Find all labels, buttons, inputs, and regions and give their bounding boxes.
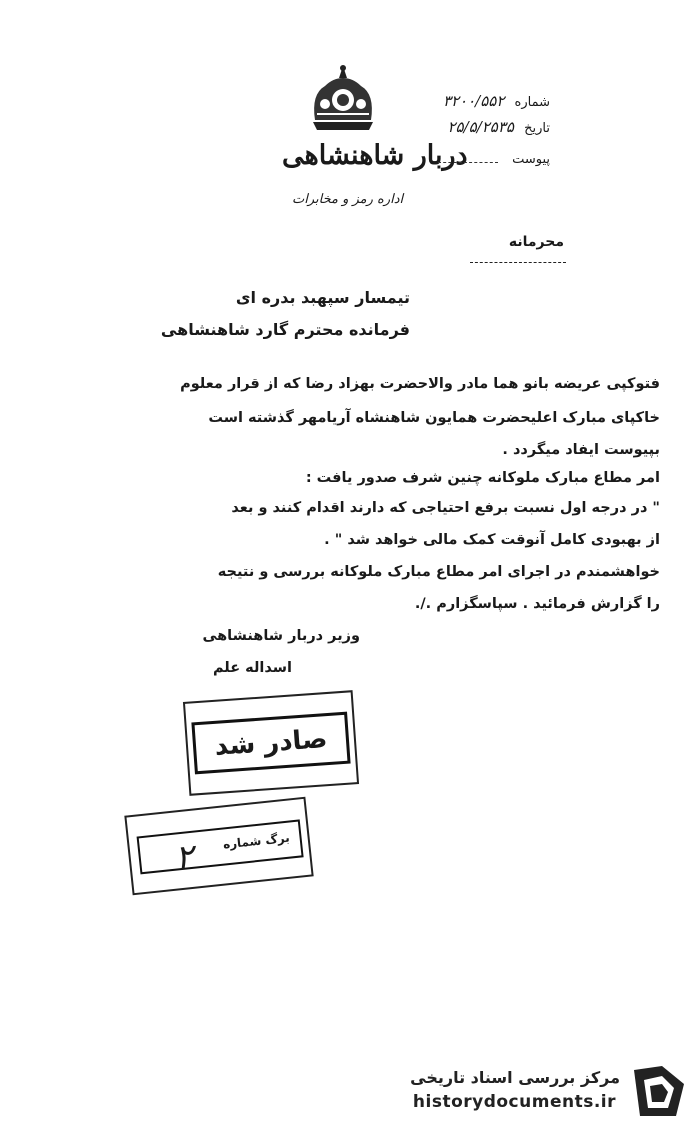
classification-underline (470, 262, 566, 263)
body-line-4: امر مطاع مبارک ملوکانه چنین شرف صدور یافت : (305, 470, 660, 486)
watermark-url: historydocuments.ir (412, 1092, 616, 1112)
letter-date (447, 118, 550, 136)
number-label: شماره (514, 95, 550, 110)
issued-stamp-text: صادر شد (191, 712, 350, 775)
reference-stamp-label: برگ شماره (222, 830, 291, 852)
reference-stamp-number: ۲ (172, 836, 196, 879)
reference-stamp-box (137, 819, 304, 879)
date-label: تاریخ (524, 121, 550, 136)
signature-name: اسداله علم (212, 660, 292, 676)
letter-number (443, 92, 550, 110)
attachment-blank (438, 162, 498, 163)
recipient-line-2: فرمانده محترم گارد شاهنشاهی (160, 320, 410, 339)
letter-attachment (438, 152, 550, 167)
classification-label: محرمانه (508, 234, 564, 250)
document-logo-icon (628, 1064, 688, 1120)
department-name: اداره رمز و مخابرات (292, 192, 404, 207)
recipient-line-1: تیمسار سپهبد بدره ای (235, 288, 410, 307)
number-value: ۳۲۰۰/۵۵۲ (442, 92, 505, 110)
body-line-2: خاکپای مبارک اعلیحضرت همایون شاهنشاه آریامهر گذشته است (208, 410, 660, 426)
body-line-8: را گزارش فرمائید . سپاسگزارم ./. (414, 596, 660, 612)
organization-name: دربار شاهنشاهی (282, 140, 468, 171)
attachment-label: پیوست (512, 152, 550, 167)
crown-emblem-icon (303, 64, 383, 134)
body-line-1: فتوکپی عریضه بانو هما مادر والاحضرت بهزاد رضا که از قرار معلوم (180, 376, 660, 392)
body-line-6: از بهبودی کامل آنوقت کمک مالی خواهد شد " . (324, 532, 660, 548)
body-line-7: خواهشمندم در اجرای امر مطاع مبارک ملوکانه بررسی و نتیجه (217, 564, 660, 580)
issued-stamp (183, 690, 359, 796)
date-value: ۲۵/۵/۲۵۳۵ (447, 118, 514, 136)
reference-stamp (124, 797, 313, 896)
body-line-5: " در درجه اول نسبت برفع احتیاجی که دارند اقدام کنند و بعد (231, 500, 660, 516)
watermark-title: مرکز بررسی اسناد تاریخی (410, 1068, 620, 1087)
signature-title: وزیر دربار شاهنشاهی (202, 628, 360, 644)
body-line-3: بپیوست ایفاد میگردد . (502, 442, 660, 458)
